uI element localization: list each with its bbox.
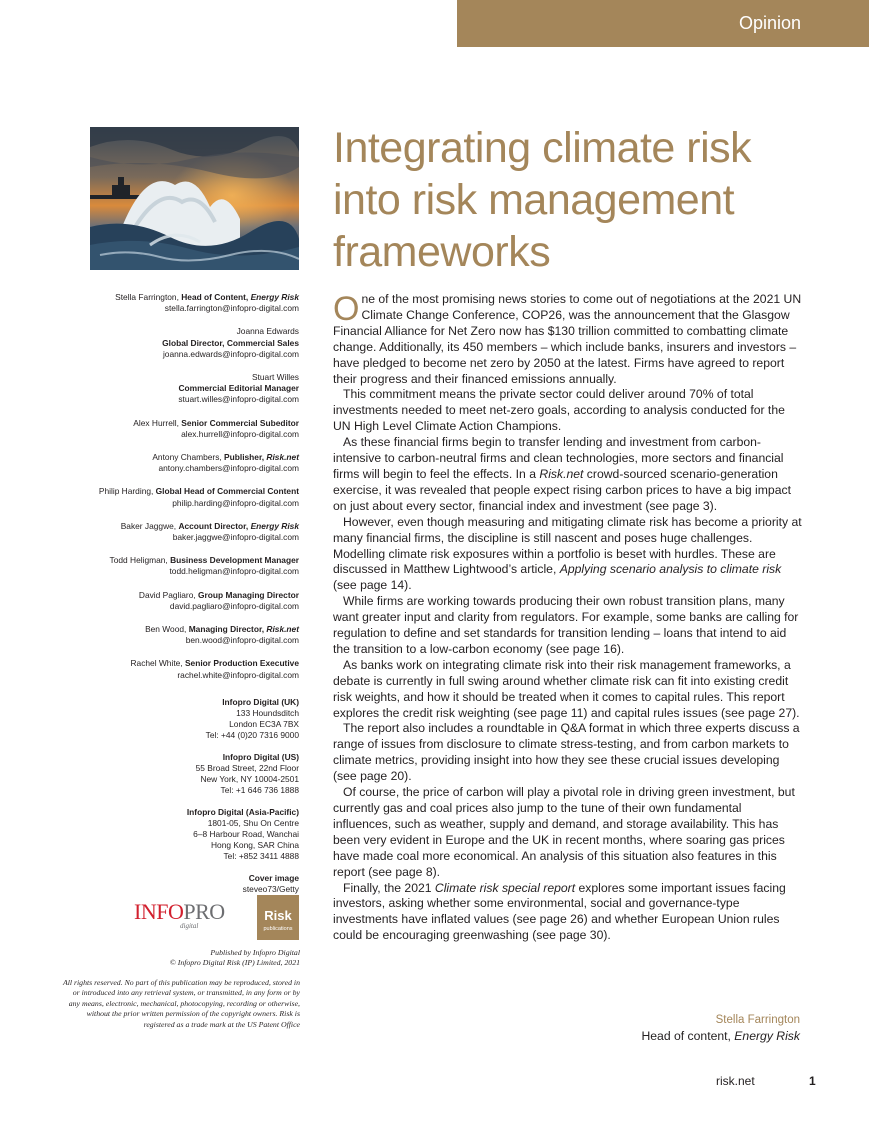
office-address-line: New York, NY 10004-2501 — [200, 774, 299, 785]
credit-email[interactable]: rachel.white@infopro-digital.com — [177, 669, 299, 680]
credit-email[interactable]: david.pagliaro@infopro-digital.com — [169, 600, 299, 611]
credit-pub: Energy Risk — [250, 520, 299, 531]
office-phone: Tel: +44 (0)20 7316 9000 — [205, 730, 299, 741]
office-name: Infopro Digital (UK) — [222, 696, 299, 707]
credit-email[interactable]: joanna.edwards@infopro-digital.com — [162, 348, 299, 359]
credit-email[interactable]: ben.wood@infopro-digital.com — [185, 635, 299, 646]
paragraph-7: The report also includes a roundtable in Q&A format in which three experts discuss a range of issues from disclosure to climate stress-testing, and from carbon markets to climate metrics, providing insight into how they see these crucial issues developing (see page 20). — [333, 721, 800, 784]
published-by — [60, 948, 300, 968]
section-tab — [457, 0, 869, 47]
credit-name: Baker Jaggwe — [120, 520, 174, 531]
office-name: Infopro Digital (US) — [222, 751, 299, 762]
credit-name: Todd Heligman — [109, 555, 166, 566]
credit-name: Joanna Edwards — [236, 326, 299, 337]
office-phone: Tel: +852 3411 4888 — [223, 851, 299, 862]
credit-name: Rachel White — [130, 658, 181, 669]
cover-image-credit — [40, 873, 299, 895]
credit-email[interactable]: stella.farrington@infopro-digital.com — [164, 303, 299, 314]
risk-publications-logo: Risk publications — [257, 895, 299, 940]
credit-name: David Pagliaro — [138, 589, 194, 600]
paragraph-9: Finally, the 2021 Climate risk special report explores some important issues facing investors, asking whether some environmental, social and governance-type investments have inflated values (see page 26) and whether European Union rules could be encouraging greenwashing (see page 30). — [333, 880, 786, 943]
office-address-line: 55 Broad Street, 22nd Floor — [195, 762, 299, 773]
credit-role: Business Development Manager — [170, 555, 299, 566]
credit-pub: Risk.net — [266, 624, 299, 635]
credit-role: Global Director, Commercial Sales — [162, 337, 299, 348]
copyright-line: © Infopro Digital Risk (IP) Limited, 2021 — [169, 958, 300, 968]
credit-david-pagliaro: David Pagliaro, Group Managing Director david.pagliaro@infopro-digital.com — [40, 590, 299, 612]
office-uk — [40, 697, 299, 742]
credit-role: Senior Commercial Subeditor — [181, 417, 299, 428]
office-name: Infopro Digital (Asia-Pacific) — [186, 806, 299, 817]
title-line-1: Integrating climate risk — [333, 124, 752, 172]
section-tab-label: Opinion — [738, 13, 801, 33]
credit-name: Ben Wood — [145, 624, 185, 635]
credit-pub: Energy Risk — [250, 292, 299, 302]
credit-stuart-willes — [40, 372, 299, 406]
credit-role: Senior Production Executive — [184, 658, 299, 669]
credit-todd-heligman: Todd Heligman, Business Development Manager todd.heligman@infopro-digital.com — [40, 555, 299, 577]
author-name: Stella Farrington — [715, 1014, 800, 1026]
author-role: Head of content, Energy Risk — [641, 1029, 800, 1043]
office-address-line: 1801-05, Shu On Centre — [207, 817, 299, 828]
footer-site: risk.net — [716, 1074, 755, 1088]
credit-ben-wood: Ben Wood, Managing Director, Risk.net ben.wood@infopro-digital.com — [40, 624, 299, 646]
credit-name: Antony Chambers — [152, 452, 220, 463]
credit-name: Alex Hurrell — [133, 417, 177, 428]
credit-role: Account Director — [178, 520, 246, 531]
paragraph-8: Of course, the price of carbon will play a pivotal role in driving green investment, but currently gas and coal prices also jump to the tune of their own fundamental influences, such as weather, supply and demand, and storage availability. This has been very evident in Europe and the UK in recent months, where soaring gas prices have made coal more economical. An analysis of this situation also features in this report (see page 8). — [333, 785, 795, 879]
page-number: 1 — [809, 1074, 816, 1088]
credit-baker-jaggwe: Baker Jaggwe, Account Director, Energy Risk baker.jaggwe@infopro-digital.com — [40, 521, 299, 543]
article-body — [333, 292, 803, 944]
credit-role: Commercial Editorial Manager — [178, 383, 299, 394]
credit-role: Publisher — [224, 452, 262, 463]
credit-email[interactable]: todd.heligman@infopro-digital.com — [169, 566, 299, 577]
publisher-logos — [134, 895, 299, 940]
office-address-line: London EC3A 7BX — [229, 719, 299, 730]
credit-email[interactable]: philip.harding@infopro-digital.com — [172, 497, 299, 508]
paragraph-6: As banks work on integrating climate risk into their risk management frameworks, a debate is currently in full swing around whether climate risk can fit into existing credit risk weights, and how it should be treated when it comes to capital rules. This report explores the credit risk weighting (see page 11) and capital rules issues (see page 27). — [333, 657, 800, 720]
paragraph-5: While firms are working towards producing their own robust transition plans, many want greater input and clarity from regulators. For example, some banks are calling for regulation to define and set standards for transition lending – loans that intend to aid the transition to a low-carbon economy (see page 16). — [333, 594, 799, 656]
paragraph-4: However, even though measuring and mitigating climate risk has become a priority at many financial firms, the discipline is still nascent and poses huge challenges. Modelling climate risk exposures within a portfolio is beset with hurdles. These are discussed in Matthew Lightwood’s article, Applying scenario analysis to climate risk (see page 14). — [333, 514, 802, 593]
staff-credits — [40, 292, 299, 895]
credit-antony-chambers: Antony Chambers, Publisher, Risk.net antony.chambers@infopro-digital.com — [40, 452, 299, 474]
rights-notice: All rights reserved. No part of this publication may be reproduced, stored in or introduced into any retrieval system, or transmitted, in any form or by any means, electronic, mechanical, photocopying, recording or otherwise, without the prior written permission of the copyright owners. Risk is registered as a trade mark at the US Patent Office — [62, 978, 300, 1029]
cover-image-source: steveo73/Getty — [242, 883, 299, 894]
credit-rachel-white: Rachel White, Senior Production Executive rachel.white@infopro-digital.com — [40, 658, 299, 680]
credit-alex-hurrell: Alex Hurrell, Senior Commercial Subeditor alex.hurrell@infopro-digital.com — [40, 418, 299, 440]
credit-philip-harding: Philip Harding, Global Head of Commercial Content philip.harding@infopro-digital.com — [40, 486, 299, 508]
title-line-2: into risk management — [333, 176, 735, 224]
credit-name: Stella Farrington — [115, 292, 177, 302]
paragraph-2: This commitment means the private sector could deliver around 70% of total investments needed to meet net-zero goals, according to analysis conducted for the UN High Level Climate Action Champions. — [333, 387, 785, 434]
credit-pub: Risk.net — [266, 452, 299, 463]
credit-joanna-edwards — [40, 326, 299, 360]
office-address-line: 133 Houndsditch — [236, 708, 299, 719]
credit-role: Global Head of Commercial Content — [155, 486, 299, 497]
credit-name: Stuart Willes — [251, 372, 299, 383]
office-us — [40, 752, 299, 797]
credit-email[interactable]: alex.hurrell@infopro-digital.com — [181, 428, 299, 439]
infopro-logo: INFOPRO — [134, 899, 225, 924]
credit-email[interactable]: stuart.willes@infopro-digital.com — [178, 394, 299, 405]
paragraph-1: One of the most promising news stories to come out of negotiations at the 2021 UN Climate Change Conference, COP26, was the announcement that the Glasgow Financial Alliance for Net Zero now has $130 trillion committed to combatting climate change. Additionally, its 450 members – which include banks, insurers and investors – have pledged to become net zero by 2050 at the latest. Firms have agreed to report their progress and their financed emissions annually. — [333, 290, 802, 386]
drop-cap: O — [333, 290, 360, 328]
title-line-3: frameworks — [333, 228, 551, 276]
infopro-logo-sub: digital — [180, 922, 199, 930]
published-by-line: Published by Infopro Digital — [210, 948, 300, 957]
office-address-line: Hong Kong, SAR China — [211, 840, 299, 851]
cover-image-label: Cover image — [248, 872, 299, 883]
paragraph-3: As these financial firms begin to transfer lending and investment from carbon-intensive to carbon-neutral firms and clean technologies, more sectors and financial firms will begin to feel the effects. In a Risk.net crowd-sourced scenario-generation exercise, it was revealed that people expect rising carbon prices to have a big impact on just about every sector, financial index and investment (see page 3). — [333, 435, 791, 513]
office-phone: Tel: +1 646 736 1888 — [220, 785, 299, 796]
credit-stella-farrington: Stella Farrington, Head of Content, Energy Risk stella.farrington@infopro-digital.com — [40, 292, 299, 314]
office-address-line: 6–8 Harbour Road, Wanchai — [193, 828, 299, 839]
credit-role: Managing Director — [188, 624, 262, 635]
office-asia-pacific — [40, 807, 299, 863]
cover-photo — [90, 127, 299, 270]
author-signoff — [333, 1012, 800, 1044]
credit-role: Head of Content — [181, 292, 246, 302]
credit-role: Group Managing Director — [198, 589, 299, 600]
credit-email[interactable]: baker.jaggwe@infopro-digital.com — [172, 532, 299, 543]
article-title — [333, 122, 833, 278]
credit-email[interactable]: antony.chambers@infopro-digital.com — [158, 463, 299, 474]
credit-name: Philip Harding — [98, 486, 152, 497]
